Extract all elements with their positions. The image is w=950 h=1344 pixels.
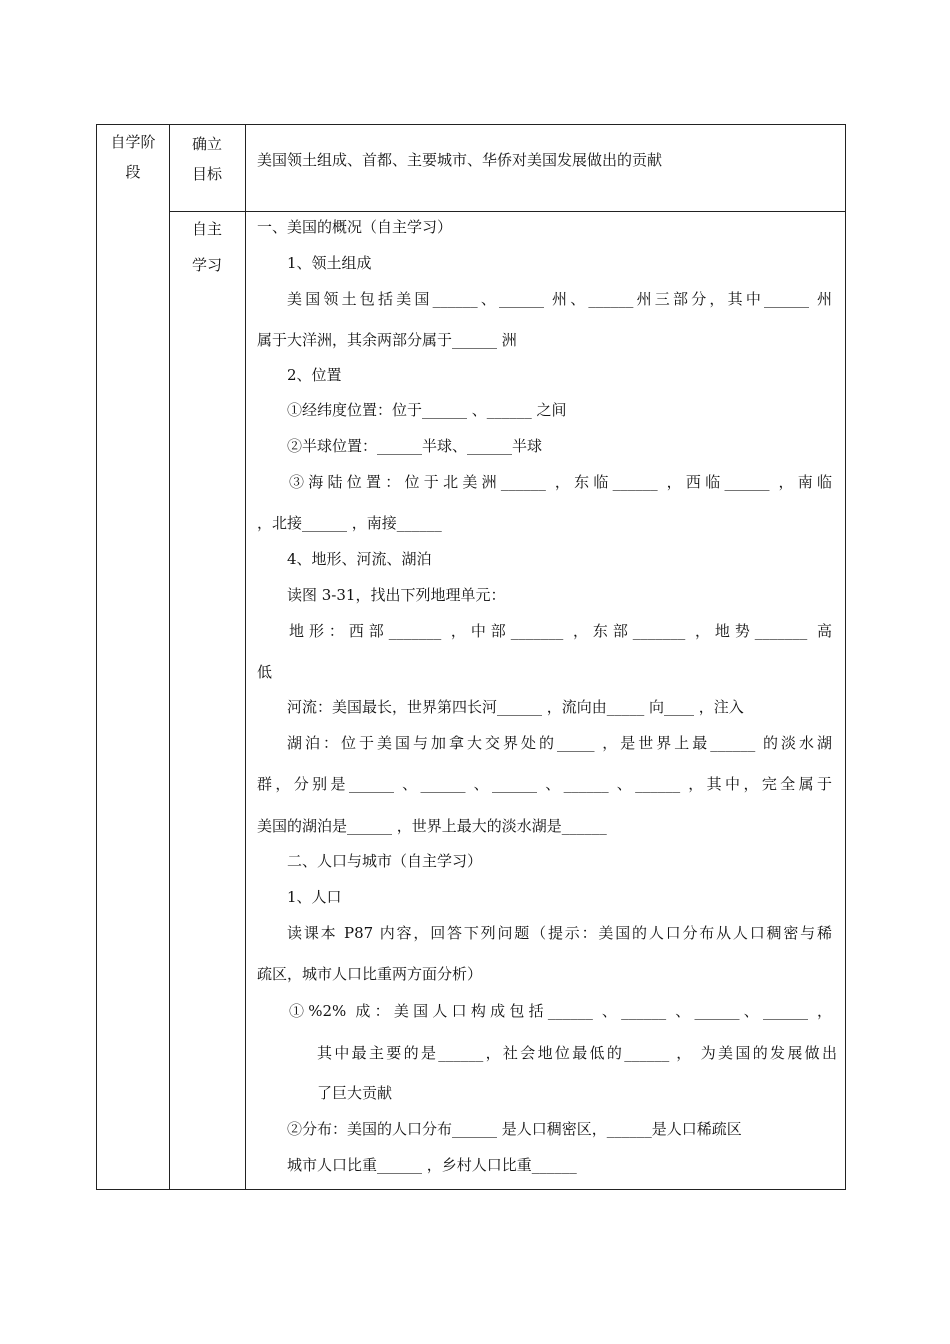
column-divider xyxy=(169,125,170,1189)
goal-text: 美国领土组成、首都、主要城市、华侨对美国发展做出的贡献 xyxy=(257,151,663,169)
subheading: 2、位置 xyxy=(287,366,342,384)
exercise-line: 群，分别是______ 、______ 、______ 、______ 、______ ，其中，完全属于 xyxy=(257,775,832,793)
exercise-line: 城市人口比重______ ，乡村人口比重______ xyxy=(287,1156,577,1174)
exercise-line: 美国的湖泊是______ ，世界上最大的淡水湖是______ xyxy=(257,817,607,835)
exercise-line: ，北接______ ，南接______ xyxy=(257,514,442,532)
subheading: 1、人口 xyxy=(287,888,342,906)
exercise-line: 河流：美国最长，世界第四长河______ ，流向由_____ 向____ ，注入 xyxy=(287,698,744,716)
exercise-line: ①%2% 成：美国人口构成包括______ 、______ 、______、______ ， xyxy=(289,1002,832,1020)
exercise-line: ①经纬度位置：位于______ 、______ 之间 xyxy=(287,401,567,419)
exercise-line: 读课本 P87 内容，回答下列问题（提示：美国的人口分布从人口稠密与稀 xyxy=(287,924,832,942)
exercise-line: 湖泊：位于美国与加拿大交界处的_____ ，是世界上最______ 的淡水湖 xyxy=(287,734,832,752)
section-heading: 二、人口与城市（自主学习） xyxy=(287,852,483,870)
row-divider xyxy=(169,211,845,212)
exercise-line: 疏区，城市人口比重两方面分析） xyxy=(257,965,483,983)
worksheet-table xyxy=(96,124,846,1190)
exercise-line: 其中最主要的是______，社会地位最低的______ ， 为美国的发展做出 xyxy=(317,1044,837,1062)
exercise-line: ③海陆位置：位于北美洲______ ，东临______ ，西临______ ，南临 xyxy=(289,473,832,491)
exercise-line: 读图 3-31，找出下列地理单元： xyxy=(287,586,506,604)
column-divider xyxy=(245,125,246,1189)
goal-label: 确立 目标 xyxy=(191,135,222,183)
study-label: 自主 学习 xyxy=(191,220,222,274)
exercise-line: ②分布：美国的人口分布______ 是人口稠密区，______是人口稀疏区 xyxy=(287,1120,742,1138)
exercise-line: ②半球位置：______半球、______半球 xyxy=(287,437,543,455)
subheading: 4、地形、河流、湖泊 xyxy=(287,550,432,568)
exercise-line: 美国领土包括美国______、______ 州、______州三部分，其中______ 州 xyxy=(287,290,832,308)
stage-label: 自学阶 段 xyxy=(110,133,156,181)
exercise-line: 地形：西部_______ ，中部_______ ，东部_______ ，地势_______ 高 xyxy=(289,622,832,640)
exercise-line: 属于大洋洲，其余两部分属于______ 洲 xyxy=(257,331,517,349)
exercise-line: 了巨大贡献 xyxy=(317,1084,393,1102)
subheading: 1、领土组成 xyxy=(287,254,372,272)
section-heading: 一、美国的概况（自主学习） xyxy=(257,218,453,236)
exercise-line: 低 xyxy=(257,663,273,681)
